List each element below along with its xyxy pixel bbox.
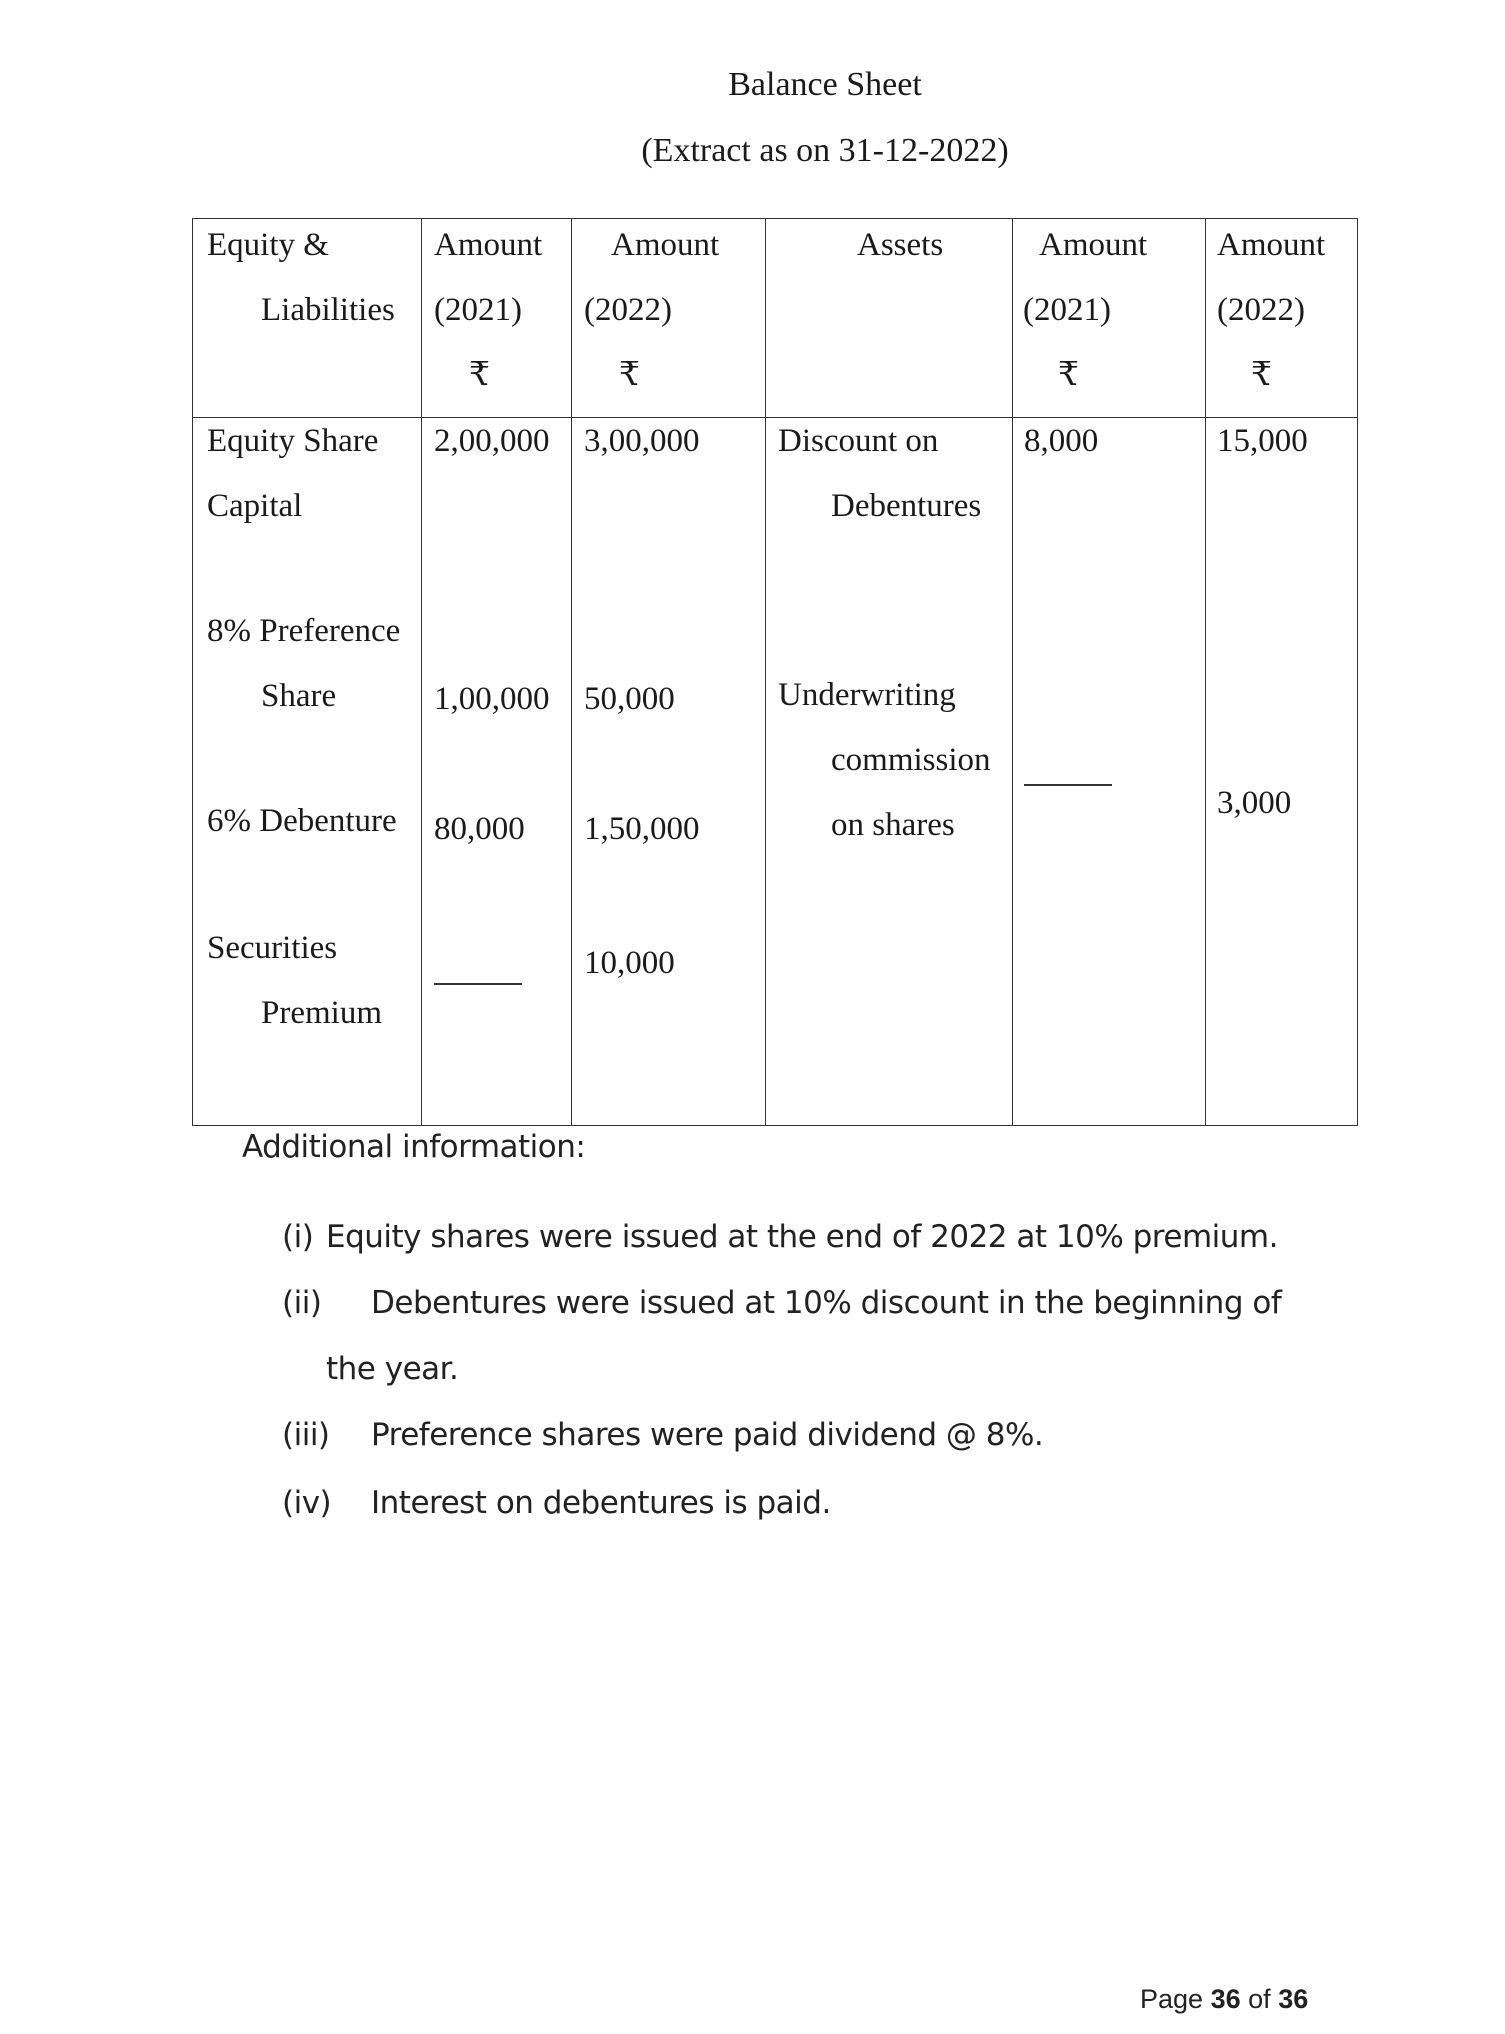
liability-equity-share-capital: Capital — [207, 488, 303, 524]
header-amount-2021: (2021) — [1023, 292, 1111, 328]
total-pages: 36 — [1278, 1984, 1309, 2014]
info-item: Preference shares were paid dividend @ 8%. — [371, 1417, 1044, 1453]
liability-securities-premium: Securities — [207, 930, 338, 966]
rupee-symbol: ₹ — [619, 357, 640, 393]
liability-preference-share: Share — [261, 678, 337, 714]
liability-debenture: 6% Debenture — [207, 803, 397, 839]
liability-value-2022: 3,00,000 — [584, 423, 700, 459]
header-equity-liabilities: Liabilities — [261, 292, 395, 328]
additional-info-heading: Additional information: — [242, 1129, 586, 1165]
asset-discount-on-debentures: Debentures — [831, 488, 982, 524]
asset-discount-on-debentures: Discount on — [778, 423, 939, 459]
info-marker: (iv) — [282, 1485, 332, 1521]
asset-underwriting-commission: Underwriting — [778, 677, 956, 713]
info-item: Equity shares were issued at the end of 2022 at 10% premium. — [326, 1219, 1278, 1255]
column-divider — [421, 219, 422, 1125]
header-amount-2022: (2022) — [1217, 292, 1305, 328]
header-amount-2022: Amount — [611, 227, 720, 263]
asset-underwriting-commission: on shares — [831, 807, 955, 843]
header-amount-2021: Amount — [1039, 227, 1148, 263]
header-equity-liabilities: Equity & — [207, 227, 329, 263]
header-amount-2022: Amount — [1217, 227, 1326, 263]
liability-equity-share-capital: Equity Share — [207, 423, 379, 459]
asset-value-2021: 8,000 — [1024, 423, 1099, 459]
info-item: Interest on debentures is paid. — [371, 1485, 831, 1521]
liability-securities-premium: Premium — [261, 995, 382, 1031]
page-label: Page — [1140, 1984, 1204, 2014]
rupee-symbol: ₹ — [469, 357, 490, 393]
liability-value-2022: 50,000 — [584, 681, 675, 717]
page-subtitle: (Extract as on 31-12-2022) — [641, 132, 1009, 169]
column-divider — [571, 219, 572, 1125]
info-marker: (iii) — [282, 1417, 330, 1453]
asset-value-2022: 3,000 — [1217, 785, 1292, 821]
liability-value-2021: 80,000 — [434, 811, 525, 847]
nil-dash — [1024, 784, 1112, 786]
header-divider — [193, 417, 1357, 418]
asset-value-2022: 15,000 — [1217, 423, 1308, 459]
header-amount-2021: (2021) — [434, 292, 522, 328]
balance-sheet-table — [192, 218, 1358, 1126]
liability-value-2022: 10,000 — [584, 945, 675, 981]
header-assets: Assets — [857, 227, 944, 263]
nil-dash — [434, 983, 522, 985]
info-marker: (ii) — [282, 1285, 322, 1321]
column-divider — [1012, 219, 1013, 1125]
info-item-continuation: the year. — [326, 1351, 459, 1387]
asset-underwriting-commission: commission — [831, 742, 991, 778]
rupee-symbol: ₹ — [1251, 357, 1272, 393]
page-title: Balance Sheet — [728, 66, 922, 103]
column-divider — [765, 219, 766, 1125]
info-item: Debentures were issued at 10% discount in the beginning of — [371, 1285, 1282, 1321]
header-amount-2021: Amount — [434, 227, 543, 263]
liability-value-2021: 2,00,000 — [434, 423, 550, 459]
current-page: 36 — [1210, 1984, 1241, 2014]
rupee-symbol: ₹ — [1058, 357, 1079, 393]
liability-preference-share: 8% Preference — [207, 613, 401, 649]
liability-value-2022: 1,50,000 — [584, 811, 700, 847]
header-amount-2022: (2022) — [584, 292, 672, 328]
page-number — [1140, 1984, 1308, 2015]
info-marker: (i) — [282, 1219, 314, 1255]
page-of: of — [1248, 1984, 1271, 2014]
liability-value-2021: 1,00,000 — [434, 681, 550, 717]
column-divider — [1205, 219, 1206, 1125]
